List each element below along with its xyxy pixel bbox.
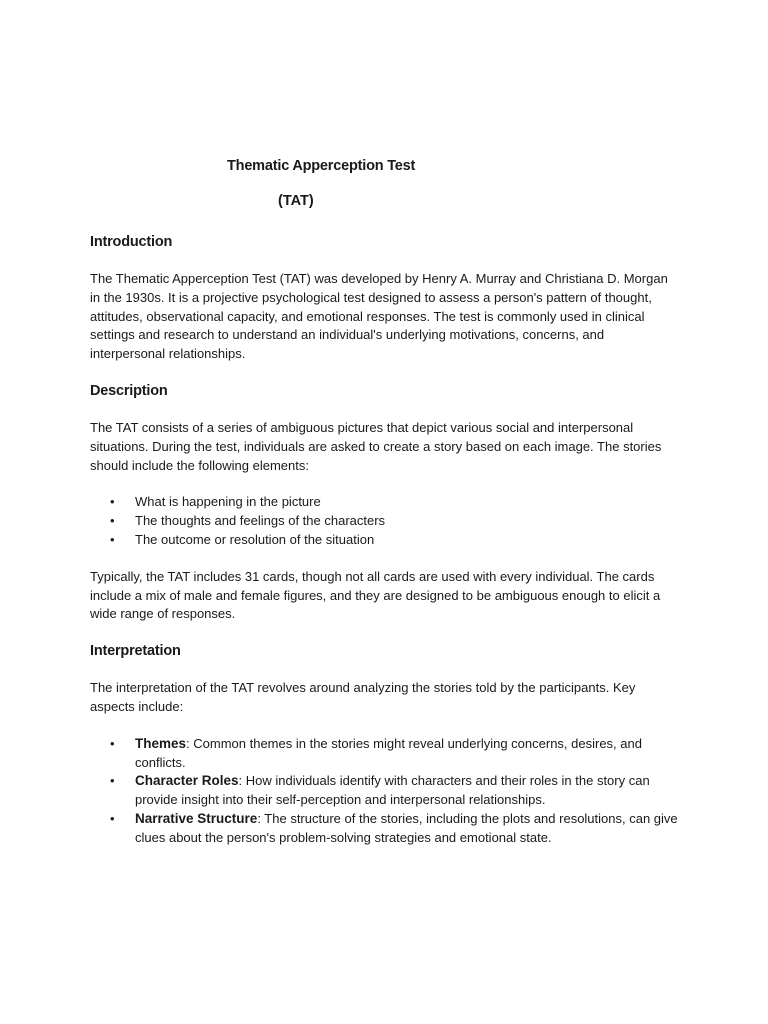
bullet-icon: • xyxy=(110,735,115,751)
section-heading-description: Description xyxy=(90,382,168,399)
bullet-icon: • xyxy=(110,513,115,529)
list-item xyxy=(90,493,680,512)
key-aspects-list xyxy=(90,735,680,848)
term-description: : Common themes in the stories might reveal underlying concerns, desires, and conflicts. xyxy=(135,735,642,770)
list-item xyxy=(90,531,680,550)
bullet-icon: • xyxy=(110,773,115,789)
list-item xyxy=(90,810,680,848)
section-introduction xyxy=(90,233,680,364)
list-item xyxy=(90,512,680,531)
interpretation-paragraph: The interpretation of the TAT revolves around analyzing the stories told by the participants. Key aspects include: xyxy=(90,680,636,714)
description-paragraph: The TAT consists of a series of ambiguous pictures that depict various social and interpersonal situations. During the test, individuals are asked to create a story based on each image. The stories should include the following elements: xyxy=(90,419,662,473)
section-heading-introduction: Introduction xyxy=(90,234,173,250)
bullet-icon: • xyxy=(110,531,115,547)
description-paragraph-cards: Typically, the TAT includes 31 cards, though not all cards are used with every individual. The cards include a mix of male and female figures, and they are designed to be ambiguous enough to elicit a wide range of responses. xyxy=(90,568,661,622)
list-item-text: The thoughts and feelings of the characters xyxy=(135,513,386,529)
term-description: : The structure of the stories, including the plots and resolutions, can give clues about the person's problem-solving strategies and emotional state. xyxy=(135,810,678,845)
section-interpretation xyxy=(90,642,680,847)
term-narrative-structure: Narrative Structure xyxy=(135,810,258,826)
story-elements-list xyxy=(90,493,680,549)
document-title: Thematic Apperception Test xyxy=(227,158,416,174)
list-item-text: What is happening in the picture xyxy=(135,494,321,510)
bullet-icon: • xyxy=(110,810,115,826)
document-body xyxy=(90,233,680,866)
section-description xyxy=(90,382,680,624)
document-subtitle: (TAT) xyxy=(278,193,314,209)
list-item xyxy=(90,735,680,773)
bullet-icon: • xyxy=(110,494,115,510)
term-description: : How individuals identify with characters and their roles in the story can provide insight into their self-perception and interpersonal relationships. xyxy=(135,773,650,808)
introduction-paragraph: The Thematic Apperception Test (TAT) was developed by Henry A. Murray and Christiana D. Morgan in the 1930s. It is a projective psychological test designed to assess a person's pattern of thought, attitudes, observational capacity, and emotional responses. The test is commonly used in clinical settings and research to understand an individual's underlying motivations, concerns, and interpersonal relationships. xyxy=(90,271,668,362)
section-heading-interpretation: Interpretation xyxy=(90,643,181,660)
list-item-text: The outcome or resolution of the situation xyxy=(135,531,375,547)
term-themes: Themes xyxy=(135,735,187,751)
term-character-roles: Character Roles xyxy=(135,773,239,789)
list-item xyxy=(90,772,680,810)
